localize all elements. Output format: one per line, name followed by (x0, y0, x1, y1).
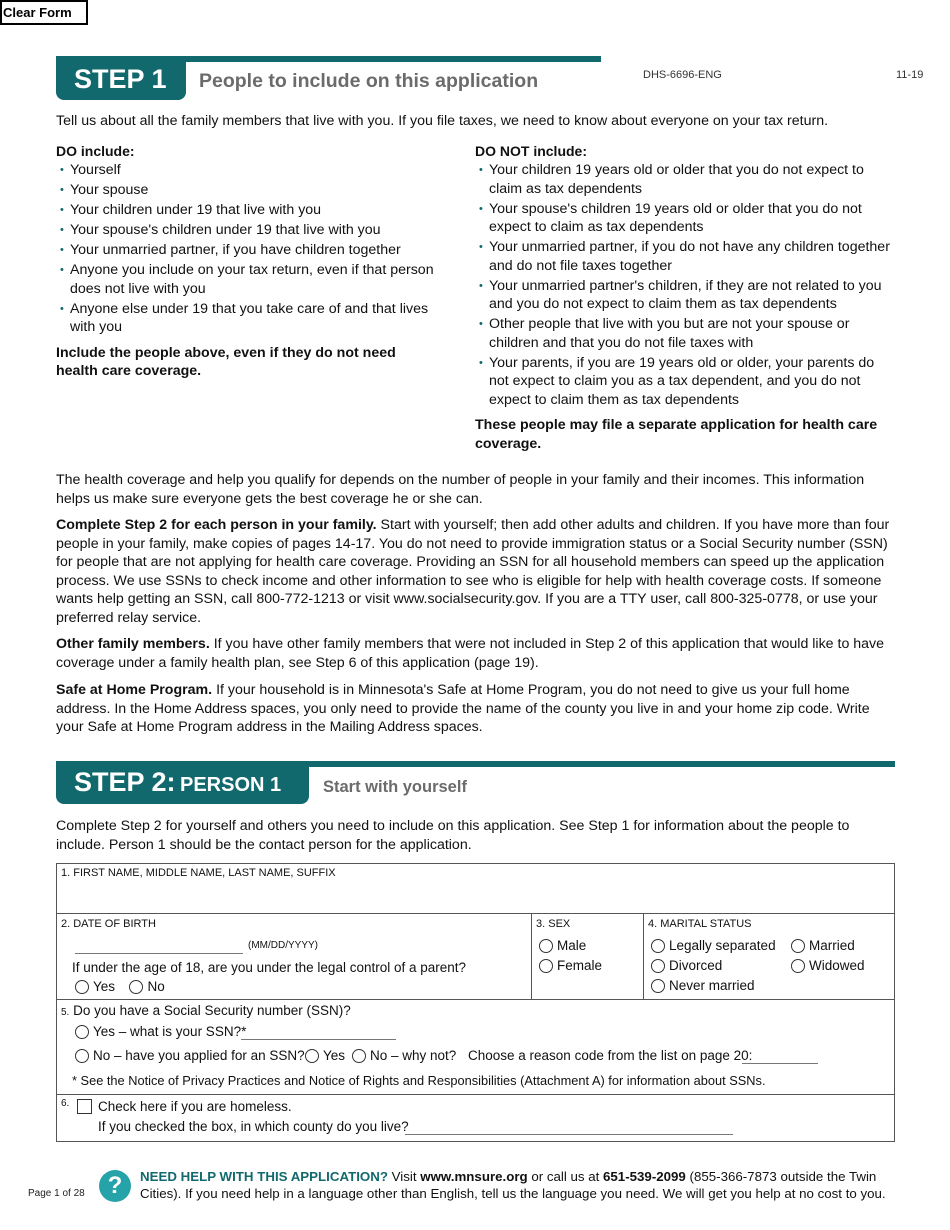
radio-icon[interactable] (129, 980, 143, 994)
step2-instructions-text: Start with yourself; then add other adults and children. If you have more than four people in your family, make copies of pages 14-17. You do not need to provide immigration status or a Social Security number (SSN) for people that are not applying for health care coverage. Providing an SSN for all household members can speed up the application process. We use SSNs to check income and other information to see who is eligible for help with health coverage costs. If someone wants help getting an SSN, call 800-772-1213 or visit www.socialsecurity.gov. If you are a TTY user, call 800-325-0778, or use your preferred relay service. (56, 517, 890, 626)
do-not-include-heading: DO NOT include: (475, 143, 587, 159)
homeless-county-input[interactable] (405, 1121, 733, 1135)
option-label: Yes – what is your SSN?* (93, 1024, 247, 1039)
homeless-county-label: If you checked the box, in which county do you live? (98, 1119, 409, 1134)
dob-label: 2. DATE OF BIRTH (61, 918, 156, 930)
option-label: Widowed (809, 958, 865, 973)
ssn-yes[interactable] (75, 1024, 246, 1039)
person1-form (56, 863, 895, 1142)
homeless-cell (57, 1095, 894, 1141)
do-include-list (56, 161, 436, 337)
ssn-note: * See the Notice of Privacy Practices and Notice of Rights and Responsibilities (Attachment A) for information about SSNs. (72, 1073, 766, 1088)
step2-instructions-paragraph (56, 516, 896, 627)
marital-cell (644, 914, 894, 1000)
radio-icon[interactable] (651, 959, 665, 973)
step1-tab: STEP 1 (56, 60, 186, 100)
radio-icon[interactable] (305, 1049, 319, 1063)
homeless-number: 6. (61, 1098, 70, 1109)
sex-label: 3. SEX (536, 918, 571, 930)
marital-widowed[interactable] (791, 958, 865, 973)
help-heading: NEED HELP WITH THIS APPLICATION? (140, 1169, 388, 1184)
do-not-include-note: These people may file a separate application for health care coverage. (475, 417, 878, 452)
step2-instructions-bold: Complete Step 2 for each person in your family. (56, 517, 377, 533)
option-label: Yes (93, 979, 116, 994)
page-number: Page 1 of 28 (28, 1188, 85, 1199)
radio-icon[interactable] (791, 959, 805, 973)
help-call: or call us at (527, 1169, 604, 1184)
list-item: • Anyone you include on your tax return, even if that person does not live with you (56, 261, 436, 298)
ssn-reason-label: Choose a reason code from the list on page 20: (468, 1048, 753, 1063)
ssn-question: Do you have a Social Security number (SSN)? (73, 1003, 351, 1018)
list-item: • Your children under 19 that live with you (56, 201, 436, 220)
step2-tab-label: STEP 2: (74, 767, 176, 797)
option-label: Female (557, 958, 603, 973)
list-item: • Your unmarried partner, if you have children together (56, 241, 436, 260)
list-item: • Your spouse's children under 19 that live with you (56, 221, 436, 240)
option-label: No – have you applied for an SSN? (93, 1048, 305, 1063)
dob-cell (57, 914, 532, 1000)
do-not-include-column (475, 143, 895, 453)
help-url-link[interactable]: www.mnsure.org (420, 1169, 528, 1184)
do-include-column (56, 143, 436, 381)
help-text (140, 1168, 890, 1202)
option-label: No – why not? (370, 1048, 457, 1063)
ssn-cell (57, 1000, 894, 1095)
list-item: • Your unmarried partner, if you do not have any children together and do not file taxes together (475, 238, 895, 275)
ssn-question-row (61, 1003, 351, 1018)
ssn-no[interactable] (75, 1048, 305, 1063)
safe-at-home-text: If your household is in Minnesota's Safe at Home Program, you do not need to give us your full home address. In the Home Address spaces, you only need to provide the name of the county you live in and your home zip code. Write your Safe at Home Program address in the Mailing Address spaces. (56, 682, 870, 735)
step2-tab (56, 761, 309, 804)
do-not-include-list (475, 161, 895, 409)
marital-label: 4. MARITAL STATUS (648, 918, 752, 930)
safe-at-home-bold: Safe at Home Program. (56, 682, 213, 698)
list-item: • Your spouse's children 19 years old or older that you do not expect to claim as tax dependents (475, 200, 895, 237)
option-label: Male (557, 938, 587, 953)
safe-at-home-paragraph (56, 681, 896, 737)
option-label: Never married (669, 978, 755, 993)
dob-input[interactable] (75, 940, 243, 954)
form-id: DHS-6696-ENG (643, 69, 722, 81)
name-label: 1. FIRST NAME, MIDDLE NAME, LAST NAME, SUFFIX (61, 867, 336, 879)
do-include-heading: DO include: (56, 143, 135, 159)
other-family-text: If you have other family members that were not included in Step 2 of this application that would like to have coverage under a family health plan, see Step 6 of this application (page 19). (56, 636, 885, 671)
radio-icon[interactable] (352, 1049, 366, 1063)
step2-intro: Complete Step 2 for yourself and others you need to include on this application. See Step 1 for information about the people to include. Person 1 should be the contact person for the application. (56, 818, 850, 853)
radio-icon[interactable] (539, 959, 553, 973)
radio-icon[interactable] (75, 1049, 89, 1063)
clear-form-button[interactable]: Clear Form (0, 0, 88, 25)
radio-icon[interactable] (539, 939, 553, 953)
radio-icon[interactable] (75, 980, 89, 994)
sex-cell (532, 914, 644, 1000)
option-label: Legally separated (669, 938, 776, 953)
parent-control-options (75, 979, 165, 999)
option-label: Divorced (669, 958, 723, 973)
do-include-note: Include the people above, even if they do not need health care coverage. (56, 344, 396, 379)
radio-icon[interactable] (75, 1025, 89, 1039)
step1-title: People to include on this application (199, 70, 539, 92)
parent-control-no[interactable] (129, 979, 164, 994)
list-item: • Anyone else under 19 that you take care of and that lives with you (56, 300, 436, 337)
option-label: Check here if you are homeless. (98, 1099, 292, 1114)
ssn-number: 5. (61, 1007, 70, 1018)
marital-legally-separated[interactable] (651, 938, 776, 953)
ssn-reason-input[interactable] (742, 1050, 818, 1064)
list-item: • Your spouse (56, 181, 436, 200)
homeless-checkbox[interactable] (77, 1099, 292, 1114)
other-family-paragraph (56, 635, 896, 672)
form-date: 11-19 (896, 69, 924, 81)
marital-married[interactable] (791, 938, 855, 953)
sex-female[interactable] (539, 958, 602, 973)
help-rest: (855-366-7873 outside the Twin Cities). If you need help in a language other than English, tell us the language you need. We will get you help at no cost to you. (140, 1169, 886, 1201)
marital-never-married[interactable] (651, 978, 755, 993)
parent-control-question: If under the age of 18, are you under the legal control of a parent? (72, 960, 467, 975)
option-label: Yes (323, 1048, 346, 1063)
list-item: • Your parents, if you are 19 years old or older, your parents do not expect to claim you as a tax dependent, and you do not expect to claim them as tax dependents (475, 354, 895, 410)
list-item: • Other people that live with you but are not your spouse or children and that you do not file taxes with (475, 315, 895, 352)
step2-tab-person: PERSON 1 (180, 774, 282, 796)
list-item: • Your unmarried partner's children, if they are not related to you and you do not expect to claim them as tax dependents (475, 277, 895, 314)
step1-intro: Tell us about all the family members that live with you. If you file taxes, we need to know about everyone on your tax return. (56, 113, 829, 129)
radio-icon[interactable] (651, 979, 665, 993)
ssn-applied-yes[interactable] (305, 1048, 345, 1063)
parent-control-yes[interactable] (75, 979, 115, 994)
coverage-paragraph: The health coverage and help you qualify for depends on the number of people in your family and their incomes. This information helps us make sure everyone gets the best coverage he or she can. (56, 472, 865, 507)
dob-format: (MM/DD/YYYY) (248, 940, 318, 951)
help-visit: Visit (387, 1169, 421, 1184)
checkbox-icon[interactable] (77, 1099, 92, 1114)
help-question-icon: ? (99, 1170, 131, 1202)
help-phone: 651-539-2099 (603, 1169, 686, 1184)
ssn-input[interactable] (241, 1026, 396, 1040)
list-item: • Your children 19 years old or older that you do not expect to claim as tax dependents (475, 161, 895, 198)
ssn-applied-no[interactable] (352, 1048, 456, 1063)
marital-divorced[interactable] (651, 958, 722, 973)
list-item: • Yourself (56, 161, 436, 180)
sex-male[interactable] (539, 938, 586, 953)
other-family-bold: Other family members. (56, 636, 210, 652)
option-label: No (147, 979, 165, 994)
radio-icon[interactable] (791, 939, 805, 953)
step2-subtitle: Start with yourself (323, 778, 467, 796)
option-label: Married (809, 938, 855, 953)
name-row[interactable] (57, 864, 894, 914)
radio-icon[interactable] (651, 939, 665, 953)
